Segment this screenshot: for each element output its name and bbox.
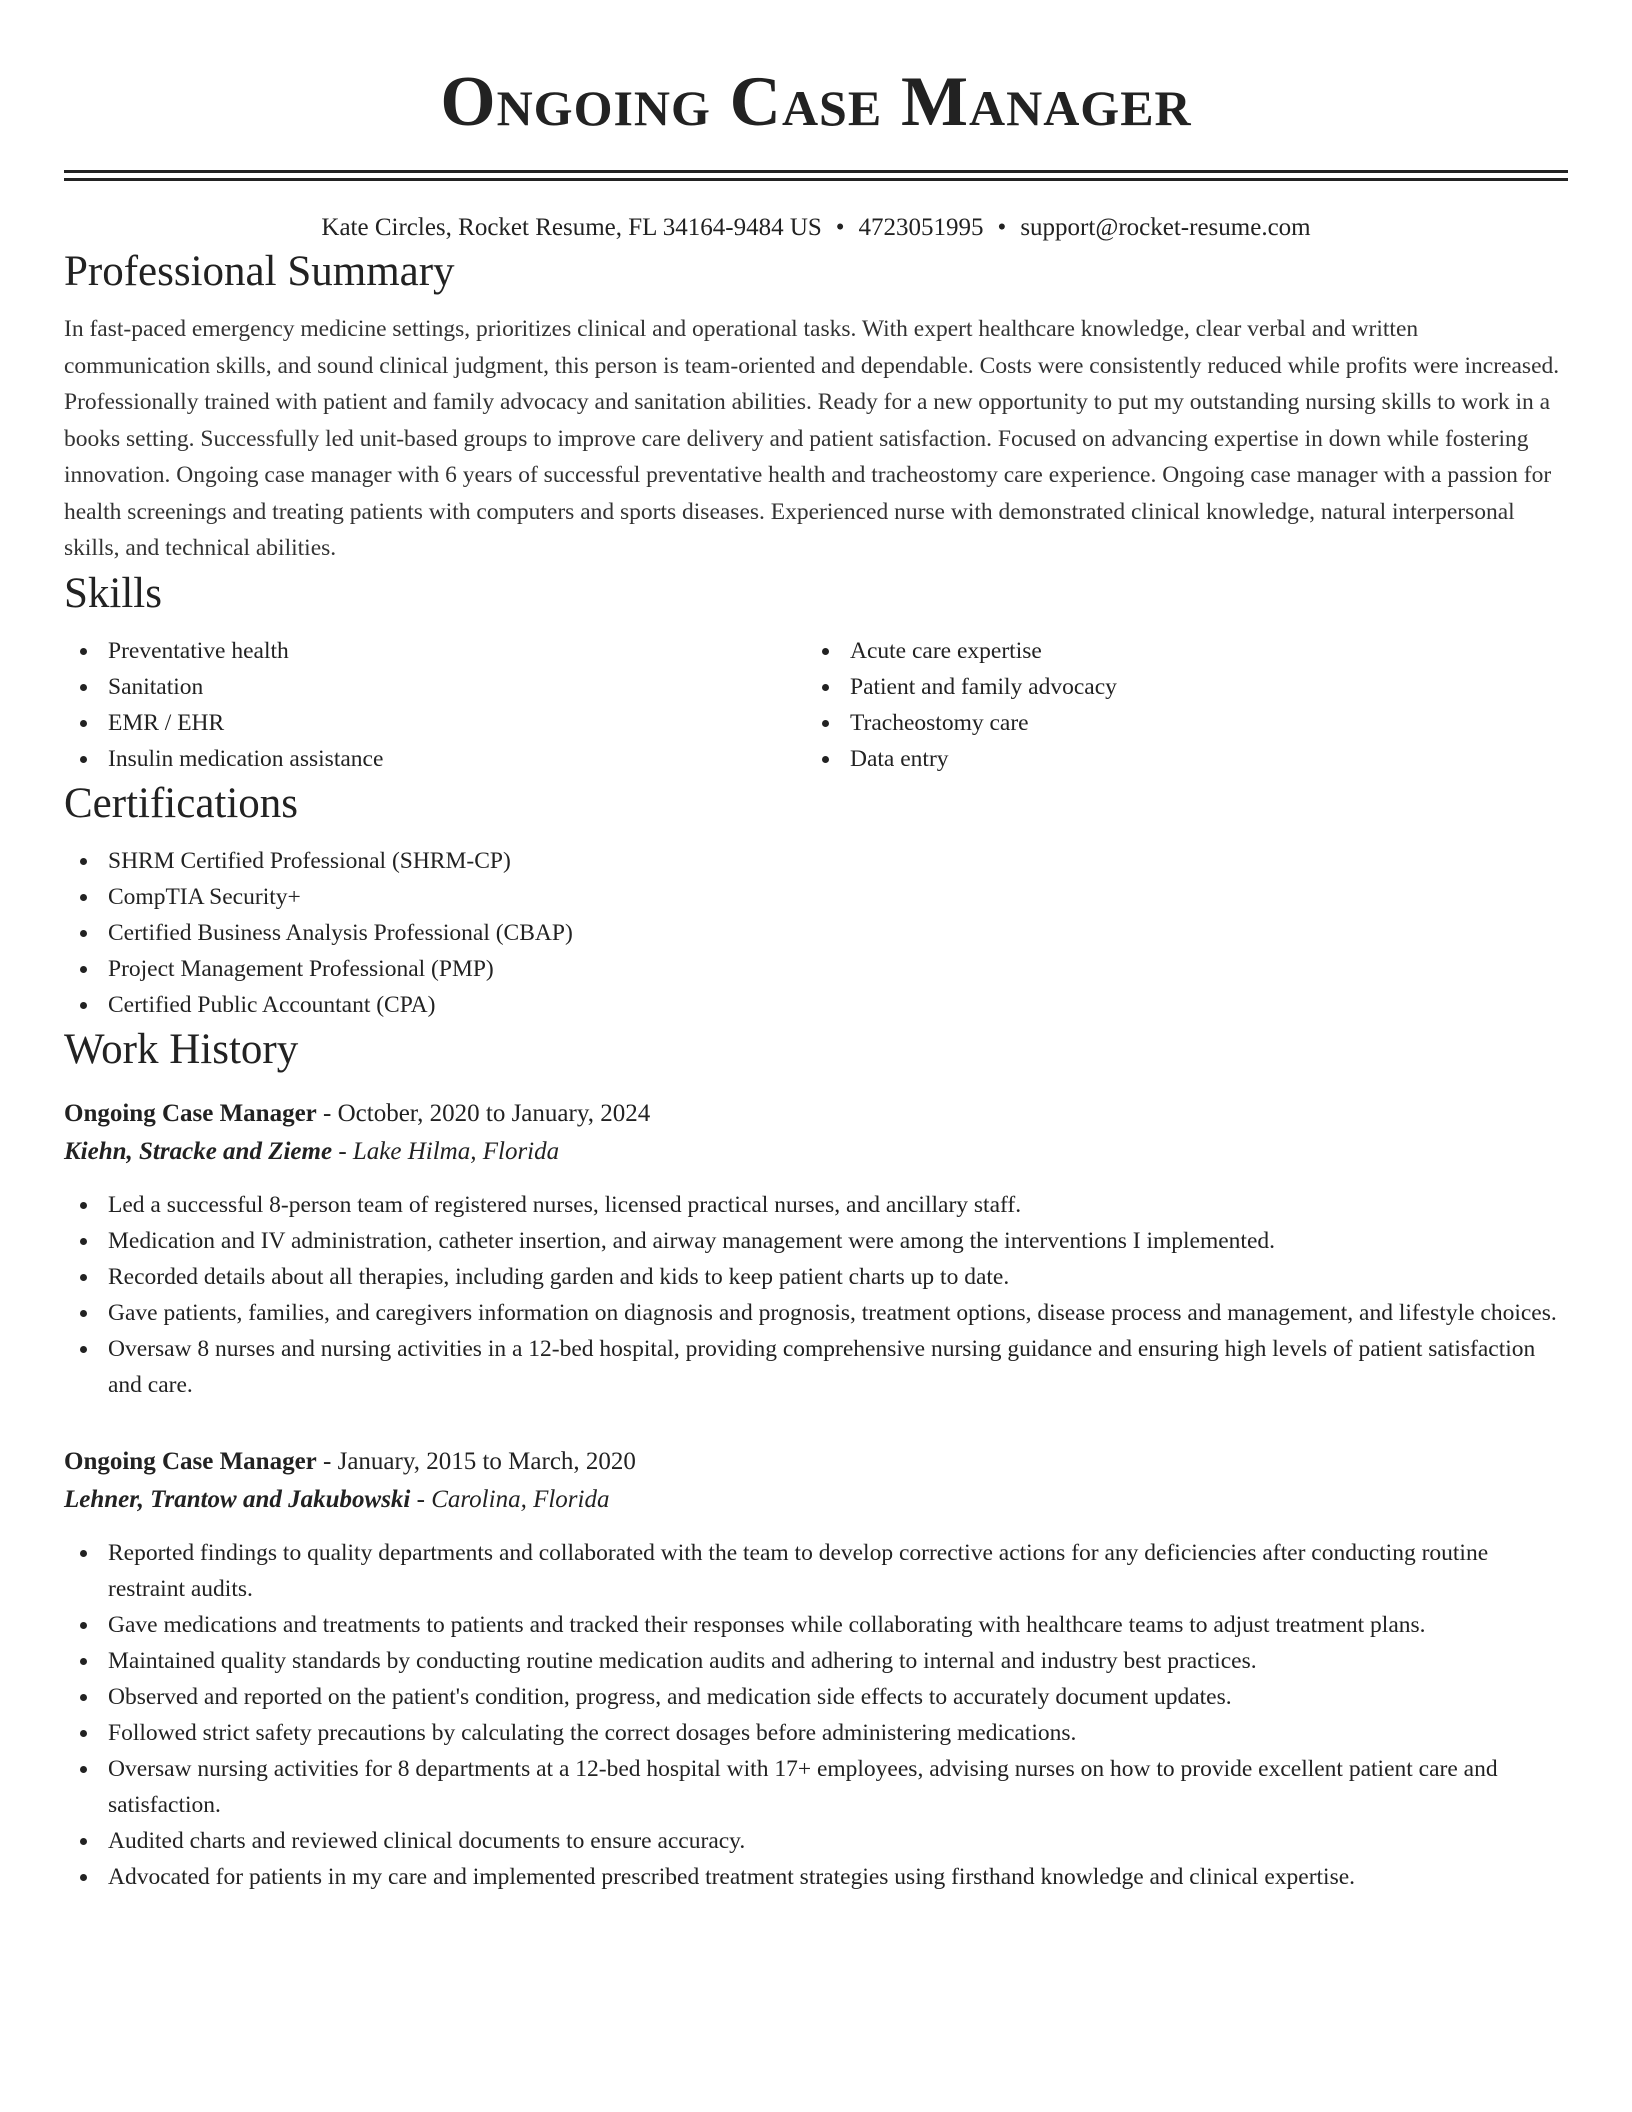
job-bullet: Oversaw 8 nurses and nursing activities in a 12-bed hospital, providing comprehensive nursing guidance and ensuring high levels of patient satisfaction and care. [64,1331,1568,1403]
skills-column-right [806,633,1548,777]
job-bullet: Maintained quality standards by conducting routine medication audits and adhering to internal and industry best practices. [64,1643,1568,1679]
contact-address: Kate Circles, Rocket Resume, FL 34164-9484 US [321,214,822,241]
contact-email: support@rocket-resume.com [1020,214,1311,241]
certification-item: Certified Public Accountant (CPA) [64,987,1568,1023]
certification-item: CompTIA Security+ [64,879,1568,915]
skill-item: EMR / EHR [64,705,806,741]
job-company: Lehner, Trantow and Jakubowski [64,1485,411,1513]
job-company-line [64,1481,1568,1519]
job-bullet: Recorded details about all therapies, including garden and kids to keep patient charts up to date. [64,1259,1568,1295]
job-title-line [64,1095,1568,1133]
certifications-list [64,843,1568,1023]
job-title: Ongoing Case Manager [64,1099,317,1127]
skill-item: Tracheostomy care [806,705,1548,741]
header-double-rule [64,170,1568,181]
skill-item: Data entry [806,741,1548,777]
job-entry [64,1095,1568,1403]
job-bullet: Gave medications and treatments to patients and tracked their responses while collaborating with healthcare teams to adjust treatment plans. [64,1607,1568,1643]
job-title-line [64,1443,1568,1481]
job-location: - Lake Hilma, Florida [332,1137,560,1165]
skills-columns [64,633,1568,777]
certification-item: Project Management Professional (PMP) [64,951,1568,987]
job-bullets [64,1187,1568,1403]
job-bullet: Reported findings to quality departments and collaborated with the team to develop corrective actions for any deficiencies after conducting routine restraint audits. [64,1535,1568,1607]
skill-item: Preventative health [64,633,806,669]
job-location: - Carolina, Florida [410,1485,610,1513]
job-bullet: Medication and IV administration, catheter insertion, and airway management were among the interventions I implemented. [64,1223,1568,1259]
contact-separator: • [835,214,845,241]
certification-item: SHRM Certified Professional (SHRM-CP) [64,843,1568,879]
job-bullet: Followed strict safety precautions by calculating the correct dosages before administering medications. [64,1715,1568,1751]
job-bullet: Oversaw nursing activities for 8 departments at a 12-bed hospital with 17+ employees, advising nurses on how to provide excellent patient care and satisfaction. [64,1751,1568,1823]
skill-item: Acute care expertise [806,633,1548,669]
summary-text: In fast-paced emergency medicine settings, prioritizes clinical and operational tasks. With expert healthcare knowledge, clear verbal and written communication skills, and sound clinical judgment, this person is team-oriented and dependable. Costs were consistently reduced while profits were increased. Professionally trained with patient and family advocacy and sanitation abilities. Ready for a new opportunity to put my outstanding nursing skills to work in a books setting. Successfully led unit-based groups to improve care delivery and patient satisfaction. Focused on advancing expertise in down while fostering innovation. Ongoing case manager with 6 years of successful preventative health and tracheostomy care experience. Ongoing case manager with a passion for health screenings and treating patients with computers and sports diseases. Experienced nurse with demonstrated clinical knowledge, natural interpersonal skills, and technical abilities. [64,316,1560,561]
job-bullet: Gave patients, families, and caregivers information on diagnosis and prognosis, treatment options, disease process and management, and lifestyle choices. [64,1295,1568,1331]
summary-heading: Professional Summary [64,248,455,295]
job-bullet: Led a successful 8-person team of registered nurses, licensed practical nurses, and ancillary staff. [64,1187,1568,1223]
job-bullet: Audited charts and reviewed clinical documents to ensure accuracy. [64,1823,1568,1859]
job-bullet: Advocated for patients in my care and implemented prescribed treatment strategies using firsthand knowledge and clinical expertise. [64,1859,1568,1895]
job-bullet: Observed and reported on the patient's condition, progress, and medication side effects to accurately document updates. [64,1679,1568,1715]
certifications-heading: Certifications [64,779,299,827]
skills-heading: Skills [64,569,162,617]
skills-column-left [64,633,806,777]
job-entry [64,1443,1568,1895]
contact-separator: • [997,214,1007,241]
contact-phone: 4723051995 [858,214,984,241]
job-dates: - October, 2020 to January, 2024 [316,1099,651,1127]
skill-item: Sanitation [64,669,806,705]
resume-name: Ongoing Case Manager [440,63,1192,141]
work-history-heading: Work History [64,1025,299,1073]
skills-list-right [806,633,1548,777]
skill-item: Insulin medication assistance [64,741,806,777]
contact-line [64,211,1568,245]
job-company-line [64,1133,1568,1171]
skills-list-left [64,633,806,777]
certification-item: Certified Business Analysis Professional (CBAP) [64,915,1568,951]
job-dates: - January, 2015 to March, 2020 [316,1447,636,1475]
job-title: Ongoing Case Manager [64,1447,317,1475]
job-bullets [64,1535,1568,1895]
skill-item: Patient and family advocacy [806,669,1548,705]
job-company: Kiehn, Stracke and Zieme [64,1137,333,1165]
